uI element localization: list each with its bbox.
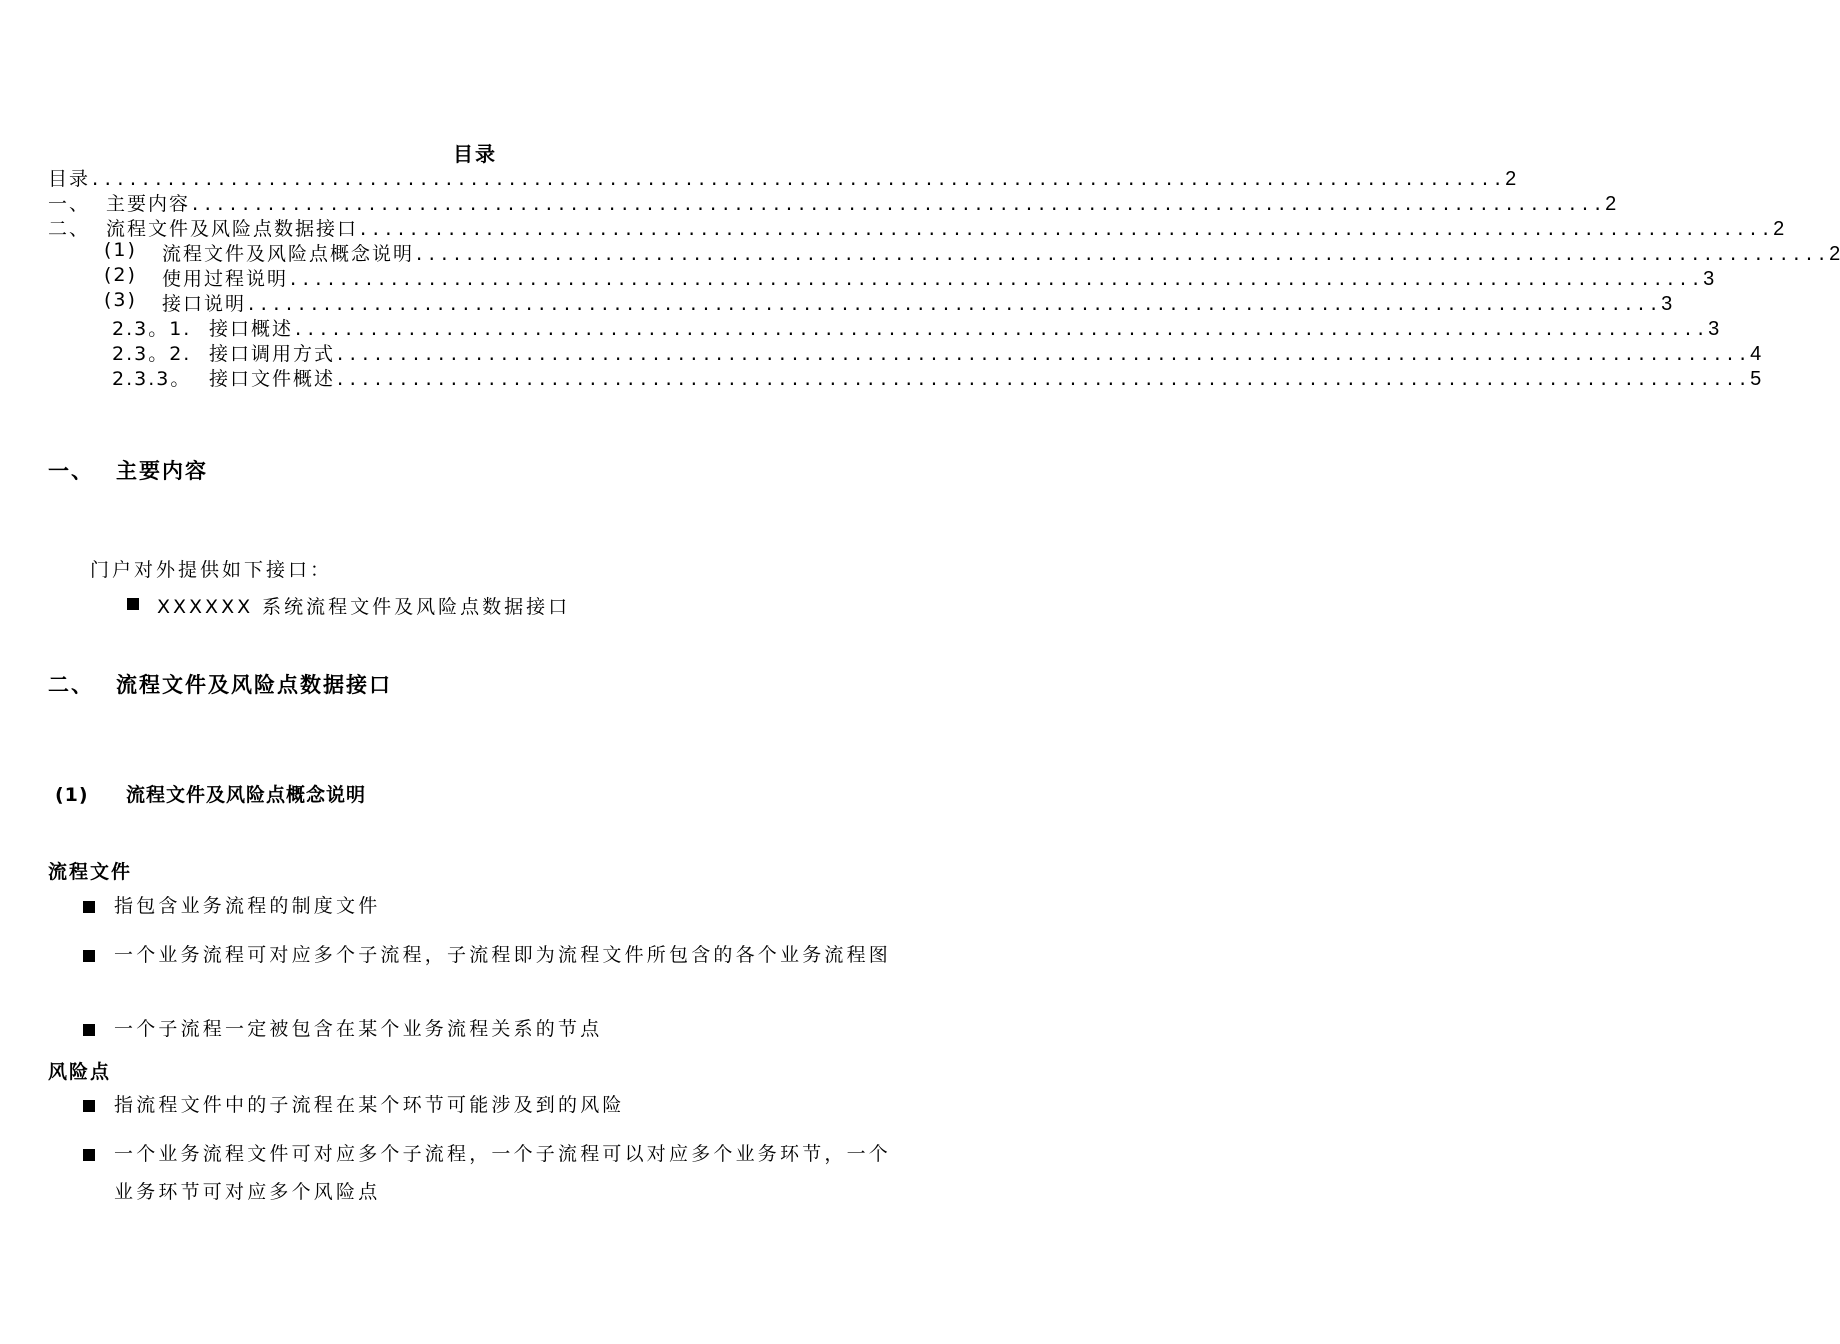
list-item: 指包含业务流程的制度文件 [114,895,381,917]
list-item-text: XXXXXX 系统流程文件及风险点数据接口 [157,596,571,618]
toc-entry-page: 5 [1750,368,1762,390]
list-item [127,592,570,619]
subsection-number: (1) [55,784,89,806]
toc-entry-number: (2) [104,264,137,286]
toc-entry[interactable] [104,289,1673,316]
toc-leader: ................................................................................................................ [293,320,1709,340]
section-number: 一、 [48,459,94,483]
bullet-square-icon [83,901,95,913]
term-heading: 风险点 [48,1061,112,1083]
toc-entry-number: 一、 [48,193,91,215]
intro-paragraph: 门户对外提供如下接口： [90,559,333,581]
toc-entry[interactable] [104,239,1840,266]
bullet-square-icon [83,1024,95,1036]
toc-entry-page: 2 [1605,193,1617,215]
toc-entry[interactable] [48,167,1517,191]
toc-entry-label: 流程文件及风险点概念说明 [162,243,415,265]
toc-entry-number: 二、 [48,218,91,240]
toc-entry-page: 3 [1661,293,1673,315]
bullet-square-icon [83,950,95,962]
toc-entry[interactable] [104,264,1715,291]
toc-title: 目录 [453,142,497,166]
section-heading [48,455,208,485]
toc-leader: ................................................................................................................ [288,270,1704,290]
list-item: 指流程文件中的子流程在某个环节可能涉及到的风险 [114,1094,625,1116]
toc-leader: ................................................................................................................ [335,370,1751,390]
toc-entry-label: 流程文件及风险点数据接口 [106,218,359,240]
toc-entry[interactable] [112,367,1762,391]
toc-entry-label: 接口文件概述 [209,368,336,390]
list-item: 一个业务流程文件可对应多个子流程，一个子流程可以对应多个业务环节，一个业务环节可对应多个风险点 [114,1143,892,1203]
toc-entry[interactable] [48,217,1785,241]
toc-leader: ................................................................................................................ [190,195,1606,215]
toc-entry[interactable] [48,192,1617,216]
toc-entry-label: 接口概述 [209,318,294,340]
subsection-title: 流程文件及风险点概念说明 [126,784,367,806]
toc-entry-page: 3 [1703,268,1715,290]
subsection-heading [55,780,366,807]
toc-leader: ................................................................................................................ [335,345,1751,365]
bullet-square-icon [83,1149,95,1161]
section-number: 二、 [48,673,94,697]
toc-entry-page: 3 [1708,318,1720,340]
section-title: 主要内容 [116,459,208,483]
toc-leader: ................................................................................................................ [90,170,1506,190]
toc-entry-label: 接口调用方式 [209,343,336,365]
term-heading: 流程文件 [48,861,133,883]
toc-entry-number: (1) [104,239,137,261]
toc-entry-page: 2 [1829,243,1840,265]
toc-entry-number: 2.3。2. [112,343,192,365]
toc-leader: ................................................................................................................ [414,245,1830,265]
toc-entry-label: 使用过程说明 [162,268,289,290]
toc-entry[interactable] [112,317,1720,341]
toc-leader: ................................................................................................................ [358,220,1774,240]
toc-entry-label: 接口说明 [162,293,247,315]
toc-entry-page: 2 [1773,218,1785,240]
toc-entry[interactable] [112,342,1762,366]
toc-entry-number: (3) [104,289,137,311]
toc-entry-label: 主要内容 [106,193,191,215]
section-heading [48,669,392,699]
bullet-square-icon [83,1100,95,1112]
section-title: 流程文件及风险点数据接口 [116,673,392,697]
list-item: 一个业务流程可对应多个子流程，子流程即为流程文件所包含的各个业务流程图 [114,944,892,966]
toc-entry-label: 目录 [48,168,91,190]
toc-entry-page: 4 [1750,343,1762,365]
toc-entry-page: 2 [1505,168,1517,190]
bullet-square-icon [127,598,139,610]
list-item: 一个子流程一定被包含在某个业务流程关系的节点 [114,1018,603,1040]
toc-entry-number: 2.3.3。 [112,368,192,390]
toc-entry-number: 2.3。1. [112,318,192,340]
toc-leader: ................................................................................................................ [246,295,1662,315]
